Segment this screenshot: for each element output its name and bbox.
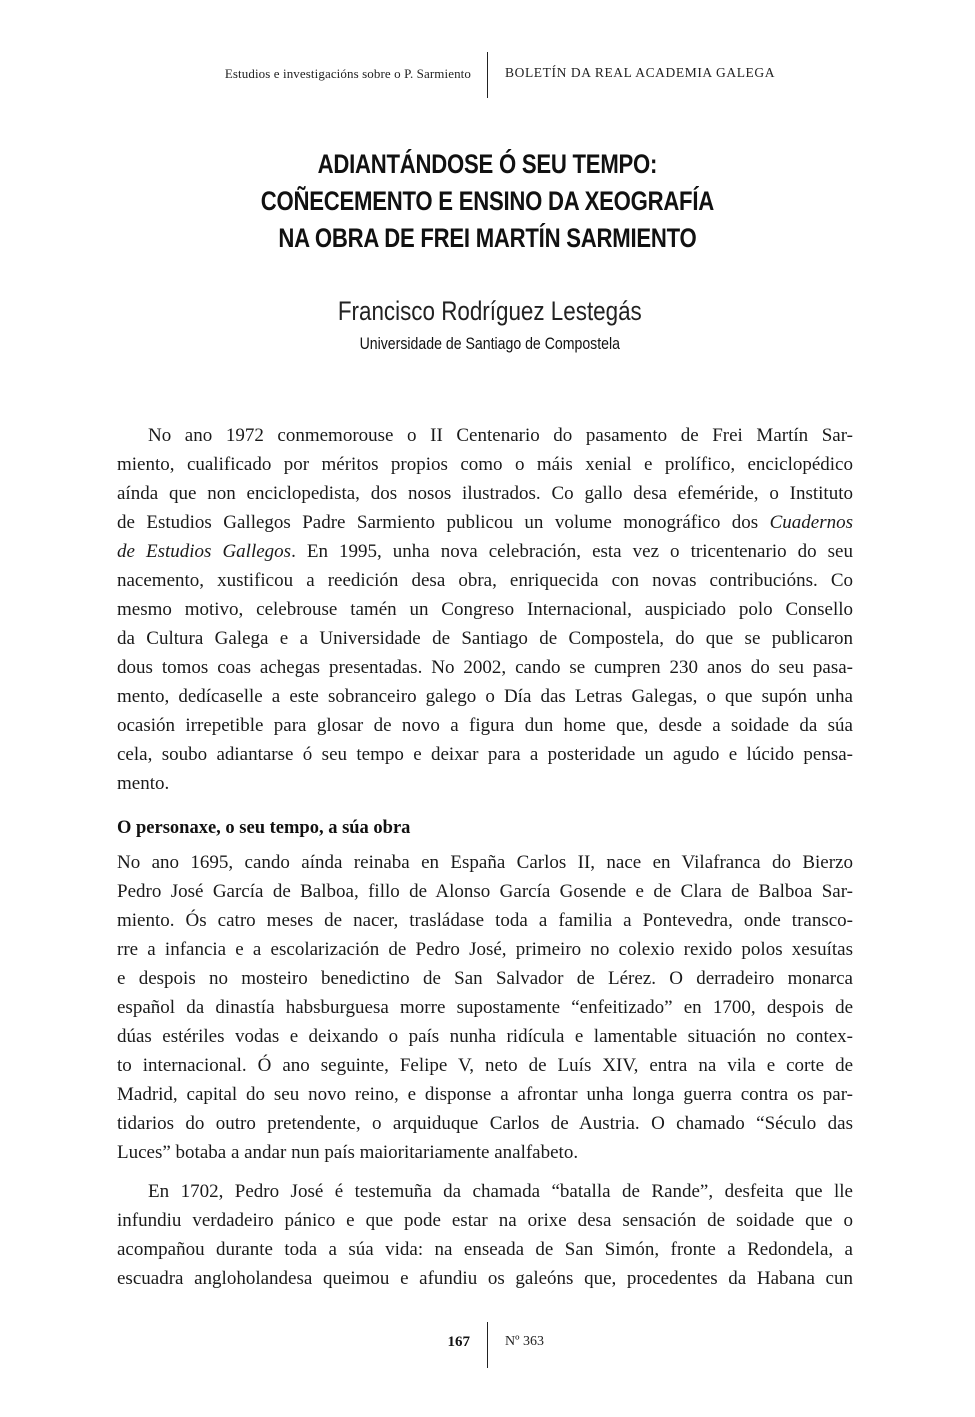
text-line: No ano 1972 conmemorouse o II Centenario do pasamento de Frei Martín Sar- bbox=[148, 425, 853, 446]
text-line: cela, soubo adiantarse ó seu tempo e deixar para a posteridade un agudo e lúcido pensa- bbox=[117, 744, 853, 765]
text-line: miento, cualificado por méritos propios como o máis xenial e prolífico, enciclopédico bbox=[117, 454, 853, 475]
text-line: da Cultura Galega e a Universidade de Santiago de Compostela, do que se publicaron bbox=[117, 628, 853, 649]
title-line: NA OBRA DE FREI MARTÍN SARMIENTO bbox=[278, 223, 697, 253]
running-head-series: Estudios e investigacións sobre o P. Sarmiento bbox=[224, 66, 471, 81]
article-title bbox=[88, 146, 888, 257]
text-line: rre a infancia e a escolarización de Pedro José, primeiro no colexio rexido polos xesuítas bbox=[117, 939, 853, 960]
text-line: Luces” botaba a andar nun país maioritariamente analfabeto. bbox=[117, 1142, 579, 1163]
text-line: nacemento, xustificou a reedición desa obra, enriquecida con novas contribucións. Co bbox=[117, 570, 853, 591]
text-span: de Estudios Gallegos Padre Sarmiento publicou un volume monográfico dos bbox=[117, 512, 759, 533]
text-line: infundiu verdadeiro pánico e que pode estar na orixe desa sensación de soidade que o bbox=[117, 1210, 853, 1231]
text-line: ocasión irrepetible para glosar de novo a figura dun home que, desde a soidade da súa bbox=[117, 715, 853, 736]
text-line: tidarios do outro pretendente, o arquiduque Carlos de Austria. O chamado “Século das bbox=[117, 1113, 853, 1134]
running-head-journal: BOLETÍN DA REAL ACADEMIA GALEGA bbox=[505, 65, 776, 80]
title-line: ADIANTÁNDOSE Ó SEU TEMPO: bbox=[317, 149, 658, 179]
text-line: mento, dedícaselle a este sobranceiro galego o Día das Letras Galegas, o que supón unha bbox=[117, 686, 853, 707]
text-span: . En 1995, unha nova celebración, esta vez o tricentenario do seu bbox=[291, 541, 853, 562]
running-head-divider bbox=[487, 52, 488, 98]
title-line: COÑECEMENTO E ENSINO DA XEOGRAFÍA bbox=[260, 186, 714, 216]
text-line: e despois no mosteiro benedictino de San Salvador de Lérez. O derradeiro monarca bbox=[117, 968, 853, 989]
text-line: acompañou durante toda a súa vida: na enseada de San Simón, fronte a Redondela, a bbox=[117, 1239, 853, 1260]
author-affiliation: Universidade de Santiago de Compostela bbox=[359, 334, 621, 353]
text-line: mesmo motivo, celebrouse tamén un Congreso Internacional, auspiciado polo Consello bbox=[117, 599, 853, 620]
text-line: to internacional. Ó ano seguinte, Felipe V, neto de Luís XIV, entra na vila e corte de bbox=[117, 1055, 853, 1076]
italic-title: de Estudios Gallegos bbox=[117, 541, 292, 562]
text-line: aínda que non enciclopedista, dos nosos ilustrados. Co gallo desa efeméride, o Instituto bbox=[117, 483, 853, 504]
section-heading: O personaxe, o seu tempo, a súa obra bbox=[117, 818, 411, 838]
issue-number: Nº 363 bbox=[505, 1334, 544, 1349]
text-line: No ano 1695, cando aínda reinaba en España Carlos II, nace en Vilafranca do Bierzo bbox=[117, 852, 853, 873]
page-number: 167 bbox=[447, 1334, 470, 1350]
text-line: Madrid, capital do seu novo reino, e disponse a afrontar unha longa guerra contra os par- bbox=[117, 1084, 853, 1105]
page-footer bbox=[0, 1322, 975, 1370]
text-line: español da dinastía habsburguesa morre supostamente “enfeitizado” en 1700, despois de bbox=[117, 997, 853, 1018]
italic-title: Cuadernos bbox=[769, 512, 854, 533]
text-line: dous tomos coas achegas presentadas. No 2002, cando se cumpren 230 anos do seu pasa- bbox=[117, 657, 853, 678]
text-line: miento. Ós catro meses de nacer, trasládase toda a familia a Pontevedra, onde transco- bbox=[117, 910, 853, 931]
author-name: Francisco Rodríguez Lestegás bbox=[337, 296, 642, 326]
text-line: dúas estériles vodas e deixando o país nunha ridícula e lamentable situación no contex- bbox=[117, 1026, 853, 1047]
text-line: mento. bbox=[117, 773, 170, 794]
running-head bbox=[0, 52, 975, 100]
text-line: En 1702, Pedro José é testemuña da chamada “batalla de Rande”, desfeita que lle bbox=[148, 1181, 853, 1202]
text-line bbox=[117, 508, 853, 537]
text-line: escuadra angloholandesa queimou e afundiu os galeóns que, procedentes da Habana cun bbox=[117, 1268, 853, 1289]
footer-divider bbox=[487, 1322, 488, 1368]
text-line bbox=[117, 537, 853, 566]
text-line: Pedro José García de Balboa, fillo de Alonso García Gosende e de Clara de Balboa Sar- bbox=[117, 881, 853, 902]
